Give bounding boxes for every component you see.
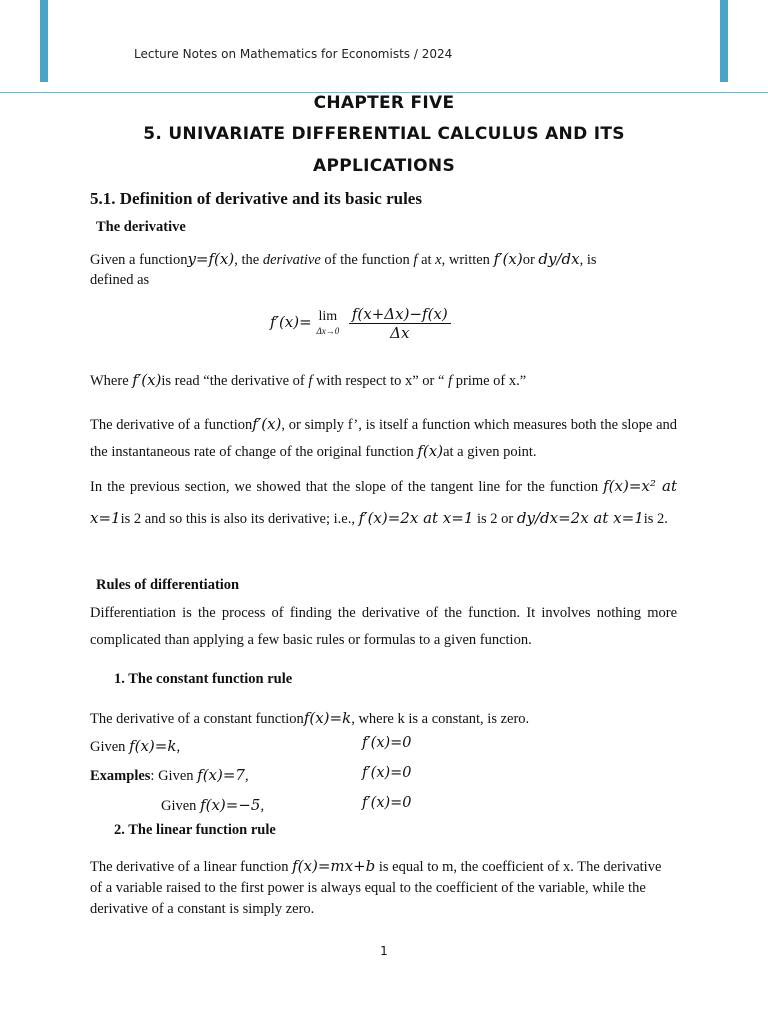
rule2-statement: The derivative of a linear function f(x)=mx+b is equal to m, the coefficient of x. The derivative of a variable raised to the first power is always equal to the coefficient of the variable, while the derivative of a constant is simply zero. (90, 857, 662, 917)
rule2-title: 2. The linear function rule (114, 822, 276, 838)
section-title: 5.1. Definition of derivative and its basic rules (90, 189, 422, 208)
rule1-given-result: f′(x)=0 (362, 735, 412, 751)
paragraph-rules-intro: Differentiation is the process of finding the derivative of the function. It involves nothing more complicated than applying a few basic rules or formulas to a given function. (90, 605, 677, 648)
chapter-title-line1: 5. UNIVARIATE DIFFERENTIAL CALCULUS AND ITS (143, 124, 625, 144)
rule1-example1: Examples: Given f(x)=7, (90, 766, 249, 784)
chapter-title-line2: APPLICATIONS (313, 156, 455, 176)
rule1-given: Given f(x)=k, (90, 737, 181, 755)
derivative-formula: f′(x)= lim Δx→0 $\frac{f(x+\Delta x)-f(x)}{\Delta x}$ (270, 305, 451, 342)
rule1-example1-result: f′(x)=0 (362, 765, 412, 781)
subheading-derivative: The derivative (96, 219, 186, 235)
paragraph-reading: Where f′(x)is read “the derivative of f with respect to x” or “ f prime of x.” (90, 371, 527, 389)
rule1-example2: Given f(x)=−5, (161, 796, 265, 814)
rule1-example2-result: f′(x)=0 (362, 795, 412, 811)
paragraph-definition: Given a functiony=f(x), the derivative of the function f at x, written f′(x)or dy/dx, is defined as (90, 250, 597, 288)
running-header: Lecture Notes on Mathematics for Economists / 2024 (134, 47, 453, 61)
chapter-label: CHAPTER FIVE (313, 93, 455, 113)
subheading-rules: Rules of differentiation (96, 577, 240, 593)
header-decor-bar-right (720, 0, 728, 82)
paragraph-derivative-function: The derivative of a functionf′(x), or simply f’, is itself a function which measures both the slope and the instantaneous rate of change of the original function f(x)at a given point. (90, 415, 678, 460)
paragraph-tangent-example: In the previous section, we showed that the slope of the tangent line for the function f(x)=x² at x=1is 2 and so this is also its derivative; i.e., f′(x)=2x at x=1 is 2 or dy/dx=2x at x=1is 2. (90, 477, 677, 527)
rule1-statement: The derivative of a constant functionf(x)=k, where k is a constant, is zero. (90, 709, 530, 727)
header-decor-bar-left (40, 0, 48, 82)
rule1-title: 1. The constant function rule (114, 671, 293, 687)
page-number: 1 (380, 944, 388, 958)
